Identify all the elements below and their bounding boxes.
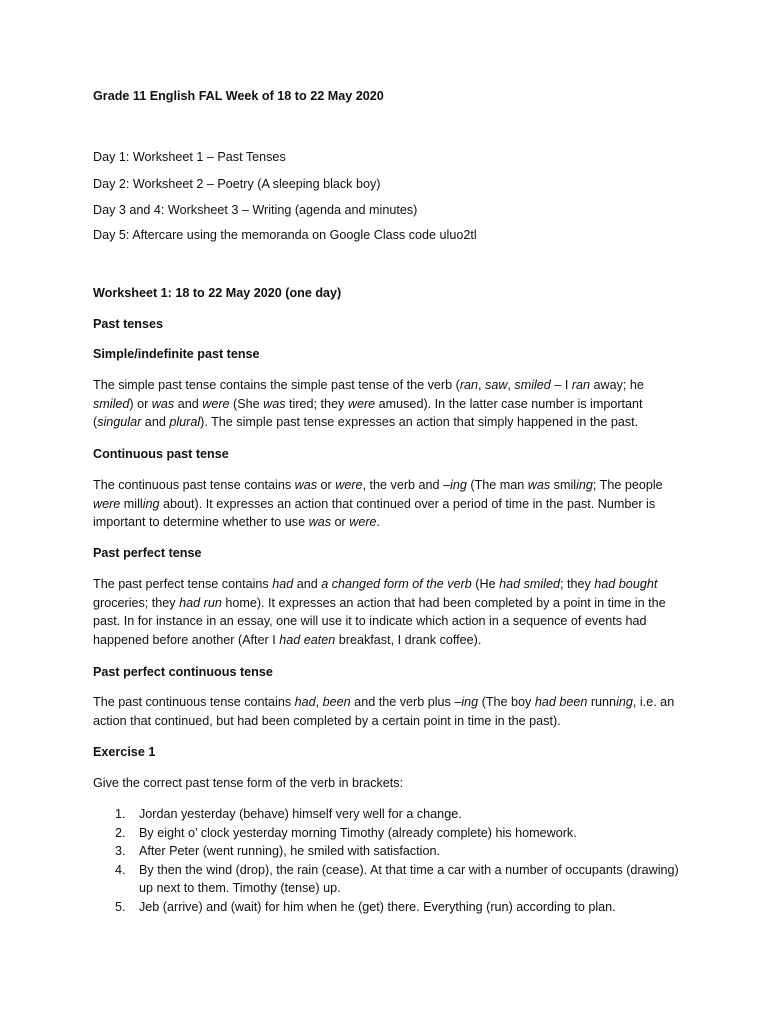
italic-text-run: was — [294, 478, 318, 492]
topic-heading: Past tenses — [93, 317, 164, 331]
text-run: , — [507, 378, 515, 392]
italic-text-run: –ing — [454, 695, 479, 709]
italic-text-run: a changed form of the verb — [321, 577, 472, 591]
italic-text-run: ran — [459, 378, 479, 392]
section-heading-simple-past: Simple/indefinite past tense — [93, 347, 260, 361]
text-run: amused). In the latter case number is important ( — [93, 396, 643, 430]
exercise-item — [93, 898, 683, 917]
text-run: The past perfect tense contains — [93, 577, 273, 591]
italic-text-run: were — [335, 478, 363, 492]
text-run: away; he — [590, 378, 644, 392]
text-run: – I — [550, 378, 572, 392]
italic-text-run: had smiled — [499, 577, 560, 591]
text-run: ; The people — [592, 478, 663, 492]
exercise-item — [93, 861, 683, 898]
italic-text-run: plural — [169, 415, 201, 430]
exercise-item-number: 3. — [115, 844, 126, 859]
schedule-day-5: Day 5: Aftercare using the memoranda on Google Class code uluo2tl — [93, 228, 477, 242]
text-run: tired; they — [285, 396, 348, 411]
italic-text-run: ran — [571, 378, 591, 392]
italic-text-run: singular — [97, 415, 142, 430]
worksheet-heading: Worksheet 1: 18 to 22 May 2020 (one day) — [93, 286, 342, 300]
italic-text-run: smiled — [514, 378, 551, 392]
exercise-item-text: By then the wind (drop), the rain (cease). At that time a car with a number of occupants (drawing) up next to them. Timothy (tense) up. — [139, 862, 679, 896]
italic-text-run: was — [263, 396, 286, 411]
section-body-past-perfect — [93, 575, 683, 649]
exercise-item-number: 5. — [115, 899, 126, 914]
text-run: The past continuous tense contains — [93, 695, 295, 709]
italic-text-run: had — [272, 577, 294, 591]
italic-text-run: had eaten — [279, 632, 336, 647]
italic-text-run: was — [151, 396, 175, 411]
italic-text-run: had been — [534, 695, 588, 709]
section-body-simple-past — [93, 376, 683, 432]
section-heading-continuous-past: Continuous past tense — [93, 447, 229, 461]
schedule-day-2: Day 2: Worksheet 2 – Poetry (A sleeping black boy) — [93, 177, 381, 191]
text-run: smil — [550, 478, 577, 492]
italic-text-run: been — [322, 695, 351, 709]
exercise-heading: Exercise 1 — [93, 745, 156, 759]
text-run: ). The simple past tense expresses an action that simply happened in the past. — [200, 415, 639, 430]
section-heading-past-perfect-continuous: Past perfect continuous tense — [93, 665, 273, 679]
text-run: (She — [229, 396, 264, 411]
exercise-item — [93, 824, 683, 843]
schedule-day-1: Day 1: Worksheet 1 – Past Tenses — [93, 150, 286, 164]
section-heading-past-perfect: Past perfect tense — [93, 546, 202, 560]
text-run: , — [478, 378, 486, 392]
exercise-instruction: Give the correct past tense form of the verb in brackets: — [93, 776, 404, 790]
section-body-continuous-past — [93, 476, 683, 532]
text-run: about). It expresses an action that continued over a period of time in the past. Number is important to determine whether to use — [93, 496, 656, 530]
section-body-past-perfect-continuous — [93, 693, 683, 730]
text-run: . — [376, 515, 381, 530]
text-run: ; they — [559, 577, 595, 591]
text-run: The simple past tense contains the simple past tense of the verb ( — [93, 378, 460, 392]
text-run: groceries; they — [93, 595, 180, 610]
text-run: or — [331, 515, 350, 530]
italic-text-run: ing — [616, 695, 633, 709]
text-run: mill — [120, 496, 143, 511]
italic-text-run: had run — [179, 595, 222, 610]
italic-text-run: saw — [485, 378, 508, 392]
italic-text-run: was — [527, 478, 551, 492]
exercise-item-number: 4. — [115, 862, 126, 877]
exercise-item-text: By eight o’ clock yesterday morning Timothy (already complete) his homework. — [139, 825, 577, 840]
text-run: and — [293, 577, 322, 591]
text-run: , the verb and — [362, 478, 444, 492]
exercise-item-text: After Peter (went running), he smiled with satisfaction. — [139, 844, 440, 859]
italic-text-run: –ing — [443, 478, 467, 492]
text-run: , — [315, 695, 323, 709]
text-run: and — [141, 415, 170, 430]
text-run: and — [174, 396, 203, 411]
text-run: runn — [587, 695, 617, 709]
exercise-item-text: Jeb (arrive) and (wait) for him when he (get) there. Everything (run) according to plan. — [139, 899, 616, 914]
exercise-item — [93, 842, 683, 861]
exercise-item-text: Jordan yesterday (behave) himself very well for a change. — [139, 807, 462, 821]
text-run: home). It expresses an action that had been completed by a point in time in the past. In for instance in an essay, one will use it to indicate which action in a sequence of events had happened before another (After I — [93, 595, 666, 647]
text-run: ) or — [129, 396, 152, 411]
italic-text-run: were — [202, 396, 230, 411]
text-run: The continuous past tense contains — [93, 478, 295, 492]
exercise-item-number: 1. — [115, 807, 126, 821]
text-run: or — [317, 478, 336, 492]
exercise-item-number: 2. — [115, 825, 126, 840]
text-run: (The boy — [478, 695, 535, 709]
italic-text-run: was — [308, 515, 332, 530]
text-run: and the verb plus — [350, 695, 455, 709]
italic-text-run: were — [93, 496, 121, 511]
italic-text-run: had bought — [594, 577, 658, 591]
italic-text-run: were — [347, 396, 376, 411]
italic-text-run: had — [294, 695, 316, 709]
italic-text-run: were — [349, 515, 377, 530]
italic-text-run: ing — [142, 496, 160, 511]
text-run: (The man — [466, 478, 528, 492]
italic-text-run: smiled — [93, 396, 130, 411]
text-run: (He — [471, 577, 500, 591]
text-run: breakfast, I drank coffee). — [335, 632, 482, 647]
text-run: , i.e. an action that continued, but had been completed by a certain point in time in the past). — [93, 695, 675, 728]
italic-text-run: ing — [576, 478, 593, 492]
exercise-item — [93, 805, 683, 824]
document-title: Grade 11 English FAL Week of 18 to 22 May 2020 — [93, 89, 384, 103]
schedule-day-3-4: Day 3 and 4: Worksheet 3 – Writing (agenda and minutes) — [93, 203, 418, 217]
exercise-list — [93, 805, 683, 917]
